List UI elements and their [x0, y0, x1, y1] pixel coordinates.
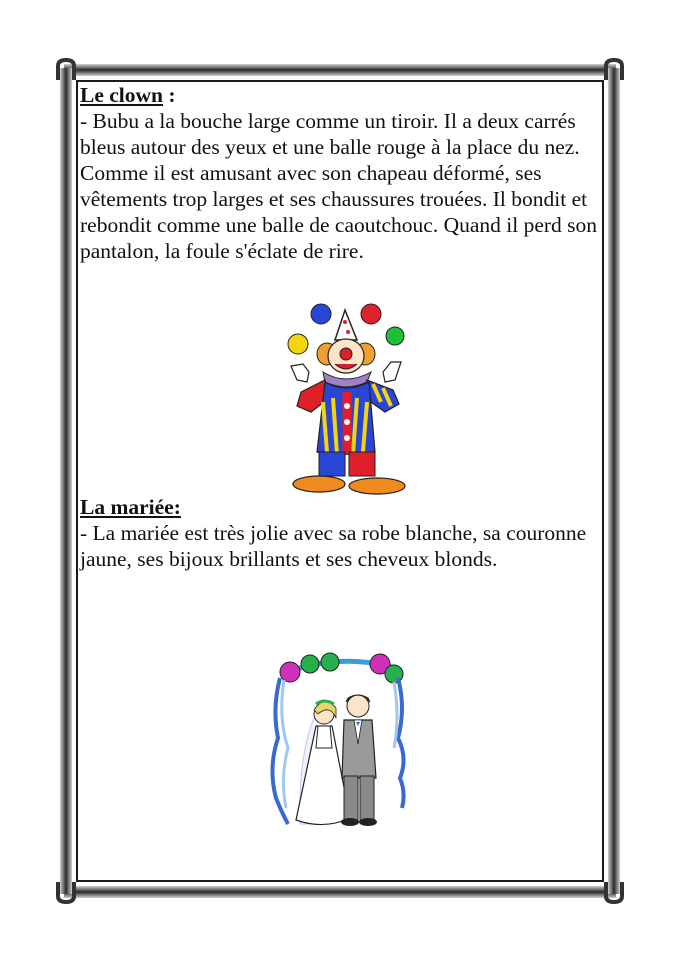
border-left [60, 68, 72, 894]
inner-border-left [76, 80, 78, 882]
corner-ornament-icon [602, 880, 626, 904]
corner-ornament-icon [602, 58, 626, 82]
border-bottom [64, 886, 616, 898]
bride-and-groom-icon [258, 648, 418, 830]
juggling-clown-icon [283, 302, 413, 498]
clown-heading: Le clown [80, 83, 164, 107]
border-top [64, 64, 616, 76]
border-right [608, 68, 620, 894]
bride-heading: La mariée: [80, 495, 181, 519]
clown-description: - Bubu a la bouche large comme un tiroir. Il a deux carrés bleus autour des yeux et une balle rouge à la place du nez. Comme il est amusant avec son chapeau déformé, ses vêtements trop larges et ses chaussures trouées. Il bondit et rebondit comme une balle de caoutchouc. Quand il perd son pantalon, la foule s'éclate de rire. [80, 109, 598, 263]
corner-ornament-icon [54, 58, 78, 82]
clown-section [80, 82, 600, 264]
bride-description: - La mariée est très jolie avec sa robe blanche, sa couronne jaune, ses bijoux brillants et ses cheveux blonds. [80, 521, 587, 571]
inner-border-right [602, 80, 604, 882]
clown-heading-colon: : [163, 83, 176, 107]
bride-section [80, 494, 600, 572]
corner-ornament-icon [54, 880, 78, 904]
inner-border-bottom [76, 880, 604, 882]
